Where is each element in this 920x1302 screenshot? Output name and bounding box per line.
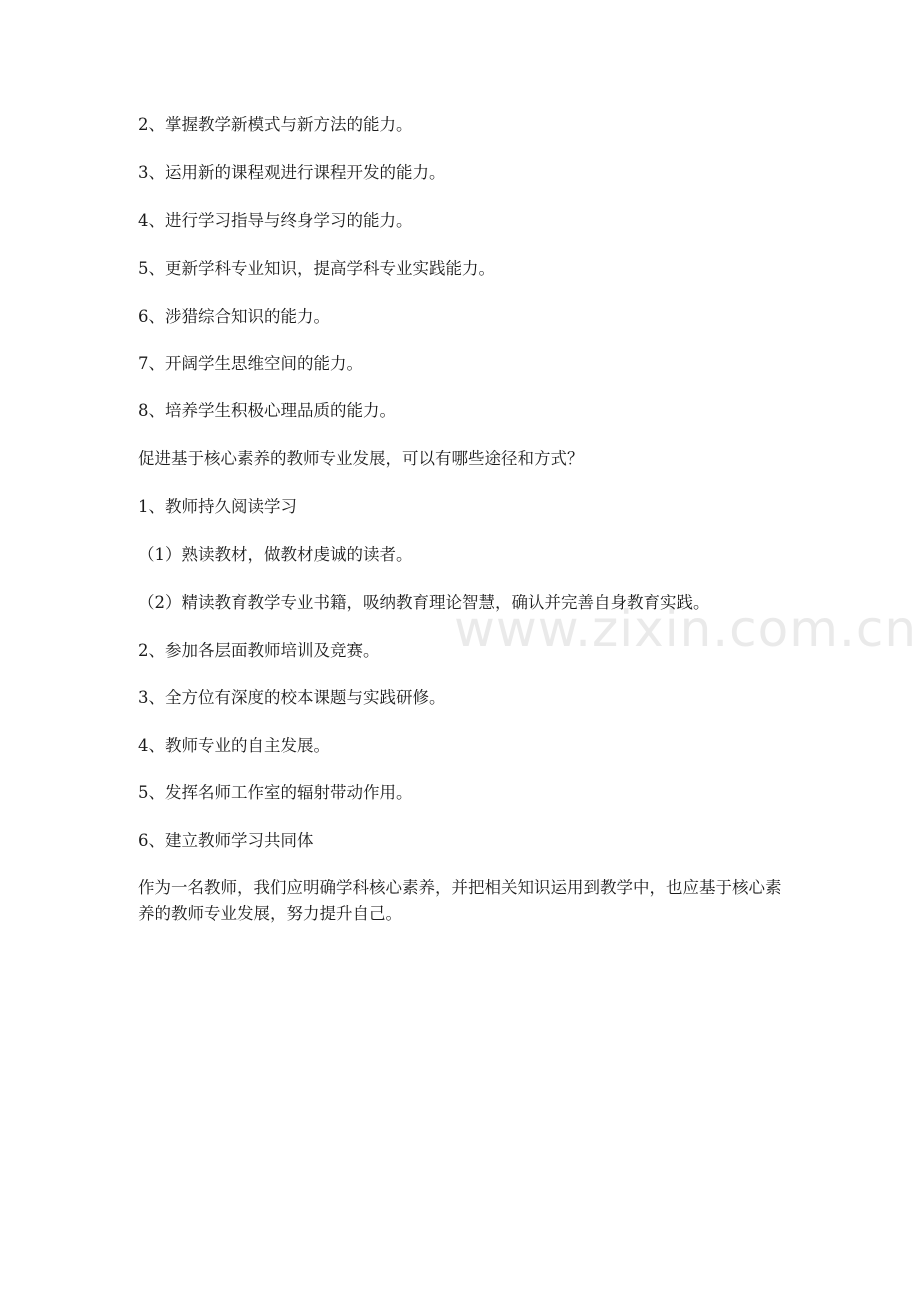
list-item: 2、掌握教学新模式与新方法的能力。 <box>138 115 413 134</box>
list-item: 2、参加各层面教师培训及竞赛。 <box>138 641 380 660</box>
list-item: 6、涉猎综合知识的能力。 <box>138 307 330 326</box>
watermark: www.zixin.com.cn <box>454 600 918 658</box>
conclusion-paragraph: 作为一名教师，我们应明确学科核心素养，并把相关知识运用到教学中，也应基于核心素养的教师专业发展，努力提升自己。 <box>138 878 782 923</box>
sub-list-item: （1）熟读教材，做教材虔诚的读者。 <box>138 545 413 564</box>
list-item: 1、教师持久阅读学习 <box>138 497 297 516</box>
list-item: 3、运用新的课程观进行课程开发的能力。 <box>138 163 446 182</box>
sub-list-item: （2）精读教育教学专业书籍，吸纳教育理论智慧，确认并完善自身教育实践。 <box>138 593 710 612</box>
list-item: 7、开阔学生思维空间的能力。 <box>138 354 363 373</box>
list-item: 6、建立教师学习共同体 <box>138 831 314 850</box>
section-question: 促进基于核心素养的教师专业发展，可以有哪些途径和方式？ <box>138 449 584 468</box>
list-item: 4、教师专业的自主发展。 <box>138 736 330 755</box>
list-item: 4、进行学习指导与终身学习的能力。 <box>138 211 413 230</box>
list-item: 8、培养学生积极心理品质的能力。 <box>138 401 396 420</box>
list-item: 5、发挥名师工作室的辐射带动作用。 <box>138 783 413 802</box>
list-item: 5、更新学科专业知识，提高学科专业实践能力。 <box>138 259 495 278</box>
list-item: 3、全方位有深度的校本课题与实践研修。 <box>138 688 446 707</box>
